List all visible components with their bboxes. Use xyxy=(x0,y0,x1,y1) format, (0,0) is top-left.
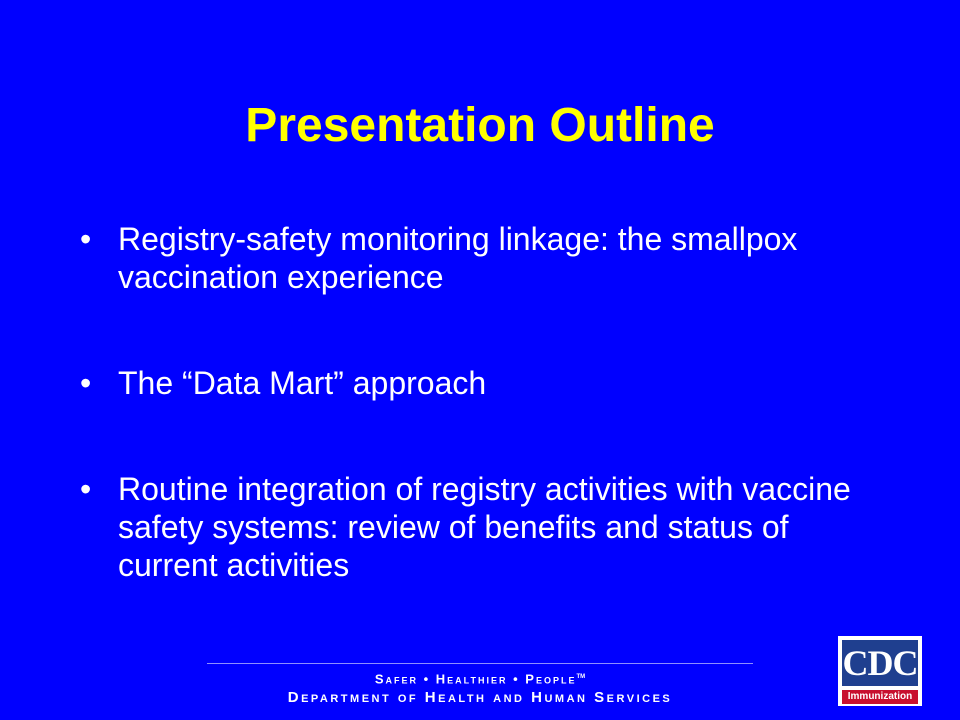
footer-slogan-text: Safer • Healthier • People xyxy=(374,671,577,687)
trademark-mark: TM xyxy=(576,674,586,680)
cdc-logo-subtext: Immunization xyxy=(842,690,918,704)
footer-slogan xyxy=(0,668,960,688)
bullet-item xyxy=(80,364,880,402)
bullet-icon: • xyxy=(80,471,92,507)
bullet-icon: • xyxy=(80,221,92,257)
bullet-item xyxy=(80,470,880,584)
bullet-text: Registry-safety monitoring linkage: the smallpox vaccination experience xyxy=(118,221,798,295)
bullet-item xyxy=(80,220,880,296)
footer-department: Department of Health and Human Services xyxy=(287,689,673,706)
bullet-list xyxy=(80,220,880,584)
bullet-text: The “Data Mart” approach xyxy=(118,365,487,401)
bullet-text: Routine integration of registry activities with vaccine safety systems: review of benefits and status of current activities xyxy=(118,471,851,583)
cdc-logo-text: CDC xyxy=(842,640,918,686)
footer-divider xyxy=(207,663,753,664)
bullet-icon: • xyxy=(80,365,92,401)
slide-title: Presentation Outline xyxy=(245,99,715,152)
cdc-logo xyxy=(838,636,922,706)
